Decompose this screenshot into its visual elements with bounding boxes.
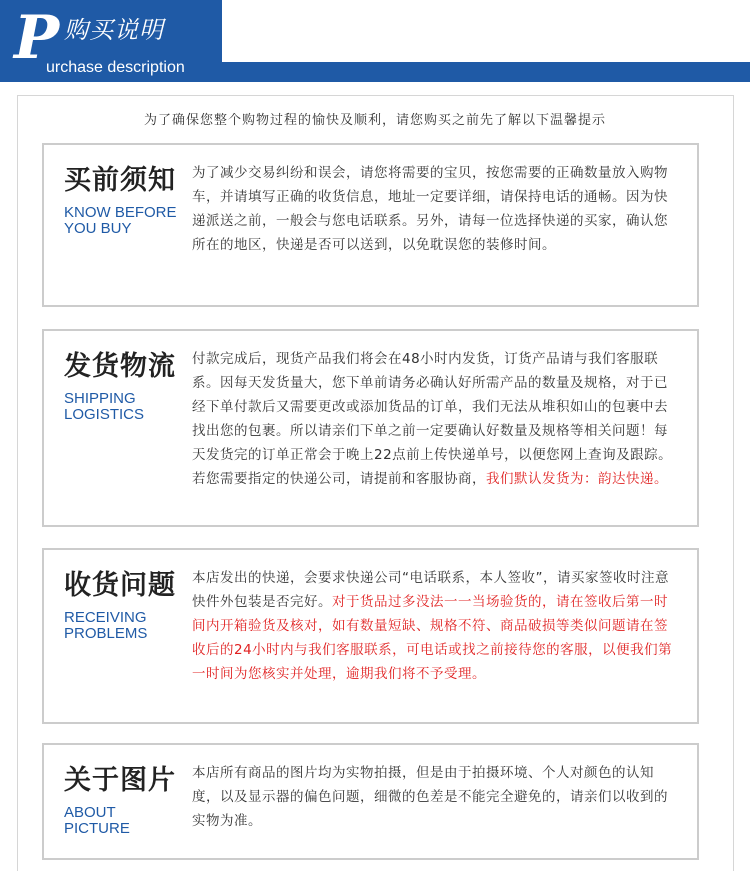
section-body-text: 为了减少交易纠纷和误会，请您将需要的宝贝，按您需要的正确数量放入购物车，并请填写正确的收货信息，地址一定要详细，请保持电话的通畅。因为快递派送之前，一般会与您电话联系。另外，请每一位选择快递的买家，确认您所在的地区，快递是否可以送到，以免耽误您的装修时间。 bbox=[192, 165, 668, 253]
section-title-en: RECEIVING PROBLEMS bbox=[64, 609, 148, 642]
header-letter: P bbox=[14, 3, 60, 73]
section-know-before-you-buy bbox=[42, 143, 699, 307]
section-title-cn: 关于图片 bbox=[64, 765, 176, 796]
header-tab bbox=[0, 0, 222, 82]
section-title-en: SHIPPING LOGISTICS bbox=[64, 390, 145, 423]
section-body bbox=[192, 161, 678, 257]
section-receiving-problems bbox=[42, 548, 699, 724]
section-body bbox=[192, 347, 678, 491]
header-banner bbox=[0, 0, 750, 82]
section-title-en: ABOUT PICTURE bbox=[64, 804, 130, 837]
intro-text: 为了确保您整个购物过程的愉快及顺利，请您购买之前先了解以下温馨提示 bbox=[143, 113, 606, 128]
section-title-cn: 发货物流 bbox=[64, 351, 176, 382]
section-body-highlight: 对于货品过多没法一一当场验货的，请在签收后第一时间内开箱验货及核对，如有数量短缺、规格不符、商品破损等类似问题请在签收后的24小时内与我们客服联系，可电话或找之前接待您的客服，以便我们第一时间为您核实并处理，逾期我们将不予受理。 bbox=[192, 594, 673, 682]
header-title-en: urchase description bbox=[46, 59, 185, 76]
section-title-en: KNOW BEFORE YOU BUY bbox=[64, 204, 177, 237]
section-title-cn: 收货问题 bbox=[64, 570, 176, 601]
section-body-highlight: 我们默认发货为：韵达快递。 bbox=[486, 471, 668, 487]
section-shipping-logistics bbox=[42, 329, 699, 527]
header-title-cn: 购买说明 bbox=[64, 16, 164, 44]
section-title-cn: 买前须知 bbox=[64, 165, 176, 196]
section-body-text: 本店所有商品的图片均为实物拍摄，但是由于拍摄环境、个人对颜色的认知度，以及显示器的偏色问题，细微的色差是不能完全避免的，请亲们以收到的实物为准。 bbox=[192, 765, 668, 829]
section-body bbox=[192, 761, 678, 833]
section-body-text: 付款完成后，现货产品我们将会在48小时内发货，订货产品请与我们客服联系。因每天发货量大，您下单前请务必确认好所需产品的数量及规格，对于已经下单付款后又需要更改或添加货品的订单，我们无法从堆积如山的包裹中去找出您的包裹。所以请亲们下单之前一定要确认好数量及规格等相关问题！每天发货完的订单正常会于晚上22点前上传快递单号，以便您网上查询及跟踪。若您需要指定的快递公司，请提前和客服协商， bbox=[192, 351, 673, 487]
section-about-picture bbox=[42, 743, 699, 860]
section-body-text: 本店发出的快递，会要求快递公司“电话联系，本人签收”，请买家签收时注意快件外包装是否完好。 bbox=[192, 570, 669, 610]
section-body bbox=[192, 566, 678, 686]
